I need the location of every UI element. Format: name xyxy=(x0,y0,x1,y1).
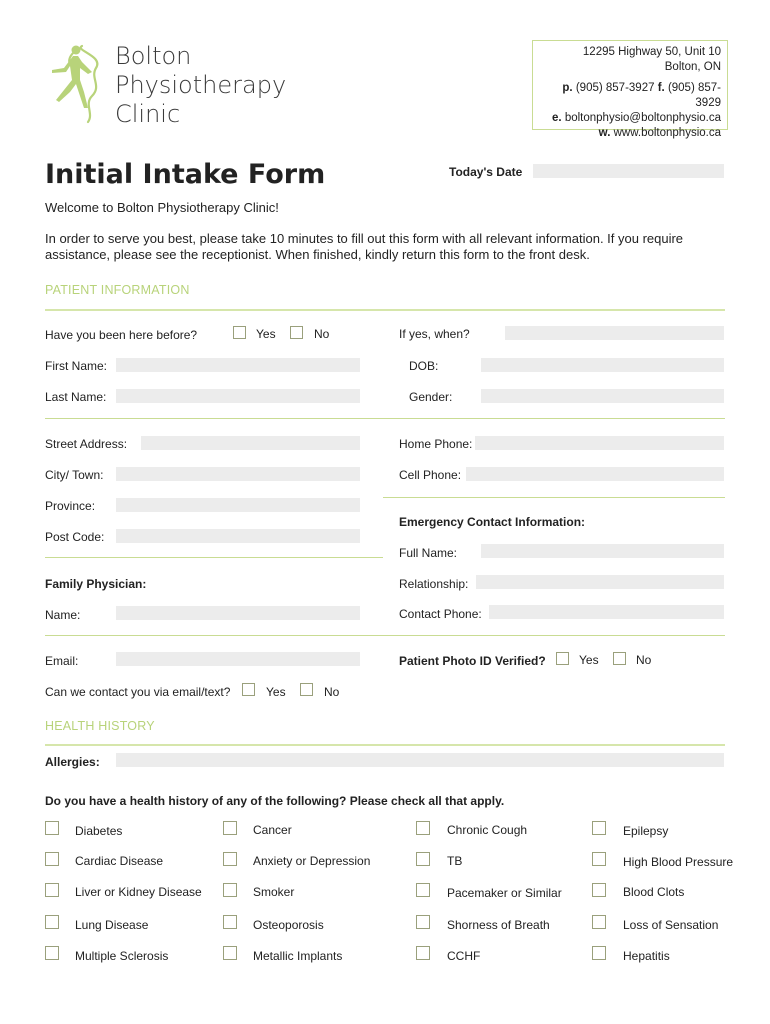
email-value: boltonphysio@boltonphysio.ca xyxy=(564,112,721,124)
been-here-no-label: No xyxy=(314,327,330,341)
condition-label: Pacemaker or Similar xyxy=(447,886,562,900)
been-here-no-checkbox[interactable] xyxy=(290,326,303,339)
todays-date-field[interactable] xyxy=(533,164,724,178)
condition-checkbox[interactable] xyxy=(223,946,237,960)
street-label: Street Address: xyxy=(45,437,128,451)
city-field[interactable] xyxy=(116,467,360,481)
section-divider xyxy=(45,744,725,746)
condition-label: Cancer xyxy=(253,823,292,837)
condition-label: Smoker xyxy=(253,885,295,899)
allergies-label: Allergies: xyxy=(45,755,100,769)
health-history-heading: HEALTH HISTORY xyxy=(45,719,155,733)
welcome-text: Welcome to Bolton Physiotherapy Clinic! xyxy=(45,200,279,215)
clinic-name-line-3: Clinic xyxy=(115,100,181,128)
condition-label: Osteoporosis xyxy=(253,918,324,932)
condition-label: Hepatitis xyxy=(623,949,670,963)
email-label: e. xyxy=(552,112,562,124)
condition-label: Cardiac Disease xyxy=(75,854,164,868)
contact-phone-label: Contact Phone: xyxy=(399,607,482,621)
dob-label: DOB: xyxy=(409,359,439,373)
web-line xyxy=(539,126,721,141)
divider xyxy=(45,635,725,636)
divider xyxy=(45,557,383,558)
condition-checkbox[interactable] xyxy=(592,883,606,897)
relationship-field[interactable] xyxy=(476,575,724,589)
condition-checkbox[interactable] xyxy=(416,915,430,929)
first-name-label: First Name: xyxy=(45,359,108,373)
fax-label: f. xyxy=(657,82,665,94)
email-line xyxy=(539,111,721,126)
clinic-name xyxy=(115,42,286,129)
condition-label: Epilepsy xyxy=(623,824,669,838)
divider xyxy=(45,418,725,419)
contact-via-label: Can we contact you via email/text? xyxy=(45,685,231,699)
clinic-logo xyxy=(44,42,108,126)
full-name-label: Full Name: xyxy=(399,546,458,560)
been-here-yes-checkbox[interactable] xyxy=(233,326,246,339)
contact-phone-field[interactable] xyxy=(489,605,724,619)
address-line-2: Bolton, ON xyxy=(664,61,721,73)
first-name-field[interactable] xyxy=(116,358,360,372)
dob-field[interactable] xyxy=(481,358,724,372)
condition-label: Lung Disease xyxy=(75,918,149,932)
photo-id-yes-checkbox[interactable] xyxy=(556,652,569,665)
been-here-label: Have you been here before? xyxy=(45,328,198,342)
divider xyxy=(383,497,725,498)
condition-checkbox[interactable] xyxy=(416,946,430,960)
form-title: Initial Intake Form xyxy=(45,159,326,190)
physician-name-field[interactable] xyxy=(116,606,360,620)
cell-phone-field[interactable] xyxy=(466,467,724,481)
last-name-field[interactable] xyxy=(116,389,360,403)
condition-checkbox[interactable] xyxy=(223,852,237,866)
condition-label: Chronic Cough xyxy=(447,823,528,837)
city-label: City/ Town: xyxy=(45,468,104,482)
condition-label: High Blood Pressure xyxy=(623,855,734,869)
contact-via-yes-label: Yes xyxy=(266,685,286,699)
health-question: Do you have a health history of any of the following? Please check all that apply. xyxy=(45,794,505,808)
photo-id-no-label: No xyxy=(636,653,652,667)
home-phone-label: Home Phone: xyxy=(399,437,473,451)
phone-fax-line xyxy=(539,81,721,111)
condition-label: TB xyxy=(447,854,463,868)
condition-label: Loss of Sensation xyxy=(623,918,719,932)
condition-label: Liver or Kidney Disease xyxy=(75,885,202,899)
patient-info-heading: PATIENT INFORMATION xyxy=(45,283,190,297)
instructions-text: In order to serve you best, please take 10 minutes to fill out this form with all relevant information. If you require assistance, please see the receptionist. When finished, kindly return this form to the front desk. xyxy=(45,231,684,262)
email-field[interactable] xyxy=(116,652,360,666)
photo-id-label: Patient Photo ID Verified? xyxy=(399,654,546,668)
condition-checkbox[interactable] xyxy=(223,915,237,929)
if-yes-when-field[interactable] xyxy=(505,326,724,340)
clinic-name-line-2: Physiotherapy xyxy=(115,71,287,99)
todays-date-label: Today's Date xyxy=(449,165,523,179)
contact-via-yes-checkbox[interactable] xyxy=(242,683,255,696)
cell-phone-label: Cell Phone: xyxy=(399,468,462,482)
allergies-field[interactable] xyxy=(116,753,724,767)
condition-checkbox[interactable] xyxy=(592,946,606,960)
runner-logo-icon xyxy=(44,42,108,126)
email-label: Email: xyxy=(45,654,79,668)
section-divider xyxy=(45,309,725,311)
condition-checkbox[interactable] xyxy=(45,852,59,866)
condition-checkbox[interactable] xyxy=(45,883,59,897)
address-line-1: 12295 Highway 50, Unit 10 xyxy=(582,46,721,58)
condition-label: Multiple Sclerosis xyxy=(75,949,169,963)
condition-label: Shorness of Breath xyxy=(447,918,550,932)
contact-via-no-checkbox[interactable] xyxy=(300,683,313,696)
photo-id-yes-label: Yes xyxy=(579,653,599,667)
gender-label: Gender: xyxy=(409,390,453,404)
condition-checkbox[interactable] xyxy=(223,821,237,835)
last-name-label: Last Name: xyxy=(45,390,107,404)
condition-label: Blood Clots xyxy=(623,885,685,899)
web-label: w. xyxy=(598,127,611,139)
condition-label: Anxiety or Depression xyxy=(253,854,371,868)
full-name-field[interactable] xyxy=(481,544,724,558)
if-yes-when-label: If yes, when? xyxy=(399,327,470,341)
condition-checkbox[interactable] xyxy=(45,915,59,929)
condition-checkbox[interactable] xyxy=(223,883,237,897)
web-value: www.boltonphysio.ca xyxy=(613,127,721,139)
clinic-contact-box xyxy=(532,40,728,139)
province-label: Province: xyxy=(45,499,96,513)
clinic-name-line-1: Bolton xyxy=(115,42,192,70)
street-field[interactable] xyxy=(141,436,360,450)
fax-value: (905) 857-3929 xyxy=(667,82,721,109)
condition-checkbox[interactable] xyxy=(416,821,430,835)
home-phone-field[interactable] xyxy=(475,436,724,450)
relationship-label: Relationship: xyxy=(399,577,469,591)
condition-checkbox[interactable] xyxy=(592,852,606,866)
gender-field[interactable] xyxy=(481,389,724,403)
condition-checkbox[interactable] xyxy=(45,821,59,835)
post-code-field[interactable] xyxy=(116,529,360,543)
phone-value: (905) 857-3927 xyxy=(575,82,655,94)
condition-label: CCHF xyxy=(447,949,481,963)
physician-name-label: Name: xyxy=(45,608,81,622)
condition-label: Metallic Implants xyxy=(253,949,343,963)
contact-via-no-label: No xyxy=(324,685,340,699)
phone-label: p. xyxy=(562,82,573,94)
condition-label: Diabetes xyxy=(75,824,123,838)
been-here-yes-label: Yes xyxy=(256,327,276,341)
condition-checkbox[interactable] xyxy=(592,821,606,835)
condition-checkbox[interactable] xyxy=(416,852,430,866)
photo-id-no-checkbox[interactable] xyxy=(613,652,626,665)
condition-checkbox[interactable] xyxy=(592,915,606,929)
condition-checkbox[interactable] xyxy=(45,946,59,960)
post-code-label: Post Code: xyxy=(45,530,105,544)
condition-checkbox[interactable] xyxy=(416,883,430,897)
province-field[interactable] xyxy=(116,498,360,512)
emergency-contact-heading: Emergency Contact Information: xyxy=(399,515,586,529)
family-physician-heading: Family Physician: xyxy=(45,577,147,591)
